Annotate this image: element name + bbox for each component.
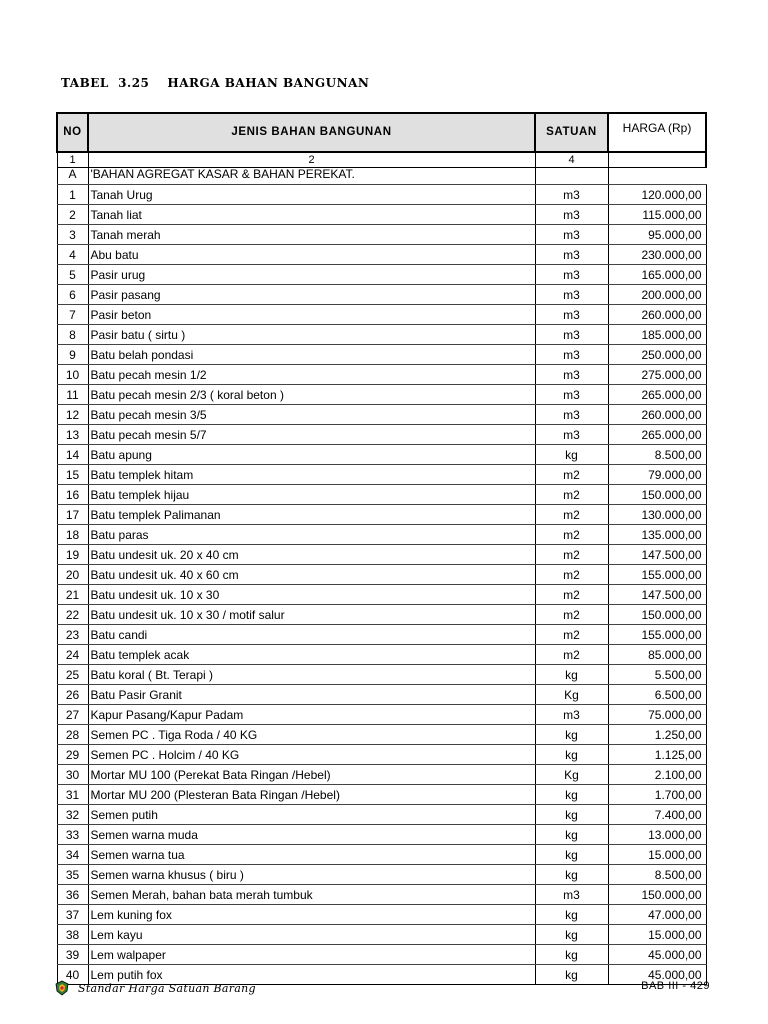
row-price: 150.000,00: [608, 605, 706, 625]
row-price: 1.700,00: [608, 785, 706, 805]
row-name: Semen warna khusus ( biru ): [88, 865, 535, 885]
row-name: Pasir beton: [88, 305, 535, 325]
table-row: [57, 245, 706, 265]
table-row: [57, 345, 706, 365]
row-no: 5: [57, 265, 88, 285]
row-unit: m2: [535, 585, 608, 605]
table-row: [57, 705, 706, 725]
table-row: [57, 725, 706, 745]
header-name: JENIS BAHAN BANGUNAN: [88, 113, 535, 152]
colnum-unit: 4: [535, 152, 608, 168]
table-row: [57, 585, 706, 605]
row-price: 147.500,00: [608, 585, 706, 605]
row-unit: kg: [535, 665, 608, 685]
row-price: 45.000,00: [608, 965, 706, 985]
row-unit: m3: [535, 345, 608, 365]
row-name: Batu apung: [88, 445, 535, 465]
row-no: 33: [57, 825, 88, 845]
row-price: 130.000,00: [608, 505, 706, 525]
row-name: Tanah liat: [88, 205, 535, 225]
row-price: 185.000,00: [608, 325, 706, 345]
row-name: Lem walpaper: [88, 945, 535, 965]
row-unit: kg: [535, 945, 608, 965]
row-no: 8: [57, 325, 88, 345]
table-row: [57, 445, 706, 465]
row-price: 250.000,00: [608, 345, 706, 365]
colnum-name: 2: [88, 152, 535, 168]
row-name: Mortar MU 100 (Perekat Bata Ringan /Hebel): [88, 765, 535, 785]
row-name: Batu belah pondasi: [88, 345, 535, 365]
table-row: [57, 825, 706, 845]
row-price: 13.000,00: [608, 825, 706, 845]
row-price: 95.000,00: [608, 225, 706, 245]
row-unit: m2: [535, 605, 608, 625]
row-unit: m3: [535, 405, 608, 425]
row-unit: m3: [535, 245, 608, 265]
table-row: [57, 205, 706, 225]
row-unit: kg: [535, 725, 608, 745]
column-number-row: [57, 152, 706, 168]
row-name: Lem putih fox: [88, 965, 535, 985]
table-row: [57, 785, 706, 805]
table-row: [57, 225, 706, 245]
row-name: Batu pecah mesin 2/3 ( koral beton ): [88, 385, 535, 405]
category-price: [608, 168, 706, 185]
category-name: 'BAHAN AGREGAT KASAR & BAHAN PEREKAT.: [88, 168, 535, 185]
row-no: 12: [57, 405, 88, 425]
row-no: 3: [57, 225, 88, 245]
row-unit: m3: [535, 205, 608, 225]
footer-title: Standar Harga Satuan Barang: [78, 981, 256, 995]
row-no: 31: [57, 785, 88, 805]
row-price: 260.000,00: [608, 305, 706, 325]
row-no: 36: [57, 885, 88, 905]
row-price: 150.000,00: [608, 885, 706, 905]
row-no: 24: [57, 645, 88, 665]
row-price: 7.400,00: [608, 805, 706, 825]
row-price: 155.000,00: [608, 565, 706, 585]
row-name: Batu templek acak: [88, 645, 535, 665]
row-price: 5.500,00: [608, 665, 706, 685]
row-unit: m2: [535, 465, 608, 485]
row-no: 4: [57, 245, 88, 265]
row-name: Batu pecah mesin 3/5: [88, 405, 535, 425]
row-no: 29: [57, 745, 88, 765]
row-no: 15: [57, 465, 88, 485]
table-row: [57, 545, 706, 565]
row-name: Batu pecah mesin 5/7: [88, 425, 535, 445]
row-name: Semen putih: [88, 805, 535, 825]
table-label: TABEL 3.25: [61, 76, 150, 90]
row-no: 30: [57, 765, 88, 785]
row-name: Mortar MU 200 (Plesteran Bata Ringan /Hebel): [88, 785, 535, 805]
row-unit: m3: [535, 385, 608, 405]
row-no: 13: [57, 425, 88, 445]
row-name: Batu pecah mesin 1/2: [88, 365, 535, 385]
footer-left: [54, 980, 256, 996]
header-no: NO: [57, 113, 88, 152]
row-price: 15.000,00: [608, 845, 706, 865]
row-price: 1.125,00: [608, 745, 706, 765]
row-price: 147.500,00: [608, 545, 706, 565]
table-row: [57, 505, 706, 525]
row-price: 275.000,00: [608, 365, 706, 385]
table-row: [57, 565, 706, 585]
row-name: Semen warna tua: [88, 845, 535, 865]
row-price: 260.000,00: [608, 405, 706, 425]
row-unit: m3: [535, 325, 608, 345]
table-row: [57, 745, 706, 765]
row-unit: Kg: [535, 765, 608, 785]
row-unit: m3: [535, 185, 608, 205]
row-no: 2: [57, 205, 88, 225]
row-price: 8.500,00: [608, 865, 706, 885]
row-no: 23: [57, 625, 88, 645]
row-no: 26: [57, 685, 88, 705]
row-price: 265.000,00: [608, 385, 706, 405]
row-unit: kg: [535, 805, 608, 825]
row-name: Semen warna muda: [88, 825, 535, 845]
row-name: Abu batu: [88, 245, 535, 265]
row-no: 16: [57, 485, 88, 505]
row-unit: m2: [535, 625, 608, 645]
row-name: Semen Merah, bahan bata merah tumbuk: [88, 885, 535, 905]
row-no: 18: [57, 525, 88, 545]
row-price: 155.000,00: [608, 625, 706, 645]
row-price: 165.000,00: [608, 265, 706, 285]
row-price: 75.000,00: [608, 705, 706, 725]
row-name: Semen PC . Tiga Roda / 40 KG: [88, 725, 535, 745]
colnum-no: 1: [57, 152, 88, 168]
row-no: 11: [57, 385, 88, 405]
row-no: 25: [57, 665, 88, 685]
row-no: 37: [57, 905, 88, 925]
row-name: Semen PC . Holcim / 40 KG: [88, 745, 535, 765]
row-no: 20: [57, 565, 88, 585]
row-name: Kapur Pasang/Kapur Padam: [88, 705, 535, 725]
row-unit: m3: [535, 265, 608, 285]
table-row: [57, 325, 706, 345]
table-row: [57, 885, 706, 905]
row-name: Batu templek hijau: [88, 485, 535, 505]
header-unit: SATUAN: [535, 113, 608, 152]
row-unit: m2: [535, 565, 608, 585]
row-price: 2.100,00: [608, 765, 706, 785]
row-price: 8.500,00: [608, 445, 706, 465]
row-unit: m2: [535, 525, 608, 545]
row-no: 38: [57, 925, 88, 945]
row-name: Batu paras: [88, 525, 535, 545]
row-name: Pasir urug: [88, 265, 535, 285]
row-unit: m2: [535, 645, 608, 665]
row-unit: m2: [535, 485, 608, 505]
row-unit: m3: [535, 885, 608, 905]
row-unit: kg: [535, 745, 608, 765]
row-unit: m3: [535, 285, 608, 305]
row-price: 150.000,00: [608, 485, 706, 505]
category-code: A: [57, 168, 88, 185]
row-price: 47.000,00: [608, 905, 706, 925]
row-unit: kg: [535, 905, 608, 925]
row-name: Tanah Urug: [88, 185, 535, 205]
row-no: 14: [57, 445, 88, 465]
table-row: [57, 365, 706, 385]
table-row: [57, 285, 706, 305]
row-price: 85.000,00: [608, 645, 706, 665]
row-price: 6.500,00: [608, 685, 706, 705]
row-price: 230.000,00: [608, 245, 706, 265]
row-no: 40: [57, 965, 88, 985]
row-name: Batu Pasir Granit: [88, 685, 535, 705]
row-unit: Kg: [535, 685, 608, 705]
row-price: 1.250,00: [608, 725, 706, 745]
row-no: 35: [57, 865, 88, 885]
row-name: Pasir pasang: [88, 285, 535, 305]
category-row: [57, 168, 706, 185]
row-price: 120.000,00: [608, 185, 706, 205]
row-name: Batu undesit uk. 10 x 30 / motif salur: [88, 605, 535, 625]
table-row: [57, 485, 706, 505]
table-row: [57, 845, 706, 865]
row-no: 27: [57, 705, 88, 725]
table-row: [57, 645, 706, 665]
row-name: Batu undesit uk. 20 x 40 cm: [88, 545, 535, 565]
table-row: [57, 765, 706, 785]
row-name: Batu templek Palimanan: [88, 505, 535, 525]
row-unit: m3: [535, 705, 608, 725]
table-row: [57, 385, 706, 405]
row-price: 45.000,00: [608, 945, 706, 965]
row-no: 10: [57, 365, 88, 385]
row-no: 28: [57, 725, 88, 745]
row-price: 135.000,00: [608, 525, 706, 545]
table-row: [57, 625, 706, 645]
row-name: Lem kuning fox: [88, 905, 535, 925]
table-row: [57, 685, 706, 705]
header-row: [57, 113, 706, 152]
table-row: [57, 465, 706, 485]
row-name: Batu templek hitam: [88, 465, 535, 485]
row-name: Tanah merah: [88, 225, 535, 245]
table-row: [57, 605, 706, 625]
table-row: [57, 265, 706, 285]
row-name: Batu candi: [88, 625, 535, 645]
table-row: [57, 425, 706, 445]
row-no: 17: [57, 505, 88, 525]
row-unit: kg: [535, 925, 608, 945]
table-row: [57, 185, 706, 205]
category-unit: [535, 168, 608, 185]
row-unit: m3: [535, 225, 608, 245]
row-unit: m3: [535, 365, 608, 385]
row-price: 15.000,00: [608, 925, 706, 945]
row-no: 34: [57, 845, 88, 865]
row-name: Lem kayu: [88, 925, 535, 945]
row-price: 115.000,00: [608, 205, 706, 225]
row-no: 1: [57, 185, 88, 205]
row-no: 21: [57, 585, 88, 605]
row-price: 79.000,00: [608, 465, 706, 485]
page-number: BAB III - 429: [641, 980, 710, 992]
row-price: 265.000,00: [608, 425, 706, 445]
table-row: [57, 905, 706, 925]
row-unit: kg: [535, 865, 608, 885]
row-price: 200.000,00: [608, 285, 706, 305]
row-unit: kg: [535, 445, 608, 465]
row-no: 32: [57, 805, 88, 825]
row-unit: m2: [535, 505, 608, 525]
row-name: Batu koral ( Bt. Terapi ): [88, 665, 535, 685]
table-row: [57, 305, 706, 325]
emblem-icon: [54, 980, 70, 996]
table-row: [57, 405, 706, 425]
row-unit: kg: [535, 785, 608, 805]
header-price: HARGA (Rp): [608, 113, 706, 152]
table-row: [57, 805, 706, 825]
colnum-price: [608, 152, 706, 168]
row-no: 7: [57, 305, 88, 325]
row-name: Batu undesit uk. 10 x 30: [88, 585, 535, 605]
row-no: 39: [57, 945, 88, 965]
page-title: [61, 76, 369, 90]
row-unit: m2: [535, 545, 608, 565]
price-table: [56, 112, 707, 985]
table-row: [57, 665, 706, 685]
row-no: 9: [57, 345, 88, 365]
table-row: [57, 945, 706, 965]
row-no: 19: [57, 545, 88, 565]
table-row: [57, 865, 706, 885]
row-unit: m3: [535, 305, 608, 325]
table-row: [57, 925, 706, 945]
row-no: 6: [57, 285, 88, 305]
table-title: HARGA BAHAN BANGUNAN: [167, 76, 370, 90]
row-unit: kg: [535, 965, 608, 985]
row-unit: kg: [535, 845, 608, 865]
row-unit: m3: [535, 425, 608, 445]
row-no: 22: [57, 605, 88, 625]
row-name: Batu undesit uk. 40 x 60 cm: [88, 565, 535, 585]
row-unit: kg: [535, 825, 608, 845]
table-row: [57, 525, 706, 545]
row-name: Pasir batu ( sirtu ): [88, 325, 535, 345]
